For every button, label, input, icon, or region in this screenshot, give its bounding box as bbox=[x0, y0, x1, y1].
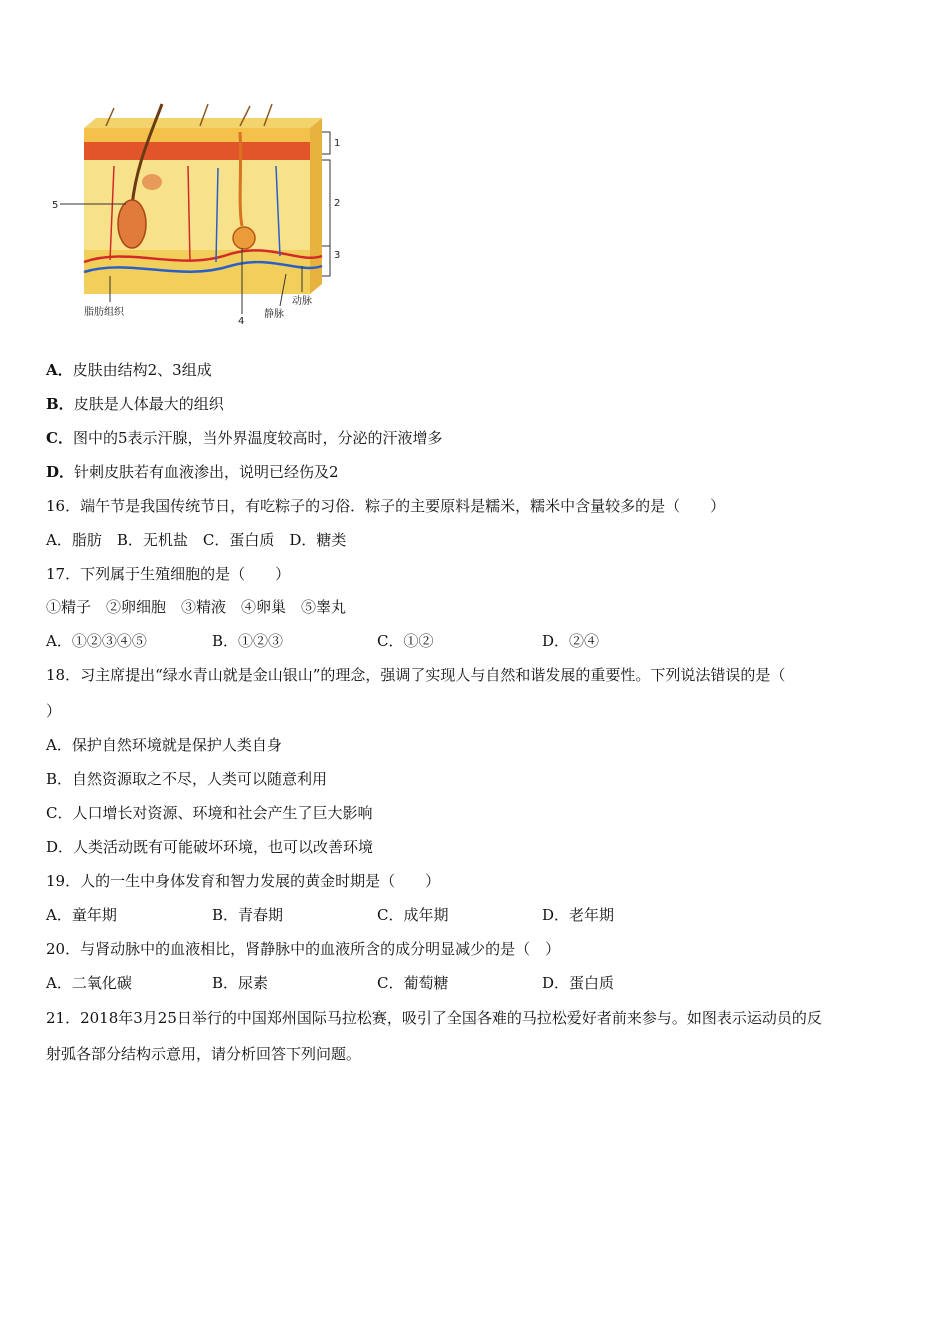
hair-follicle bbox=[118, 200, 146, 248]
q20-option-c: C．葡萄糖 bbox=[377, 974, 449, 992]
bracket-1 bbox=[322, 132, 330, 154]
q18-option-c: C．人口增长对资源、环境和社会产生了巨大影响 bbox=[46, 804, 373, 822]
bracket-3 bbox=[322, 246, 330, 276]
option-key: D． bbox=[46, 463, 75, 481]
label-4: 4 bbox=[238, 316, 245, 327]
q17-option-d: D．②④ bbox=[542, 632, 600, 650]
q19-options bbox=[46, 905, 906, 925]
q18-option-b: B．自然资源取之不尽，人类可以随意利用 bbox=[46, 770, 328, 788]
q18-stem-line2: ） bbox=[46, 702, 62, 720]
q18-stem-line1: 18．习主席提出“绿水青山就是金山银山”的理念，强调了实现人与自然和谐发展的重要性。下列说法错误的是（ bbox=[46, 666, 786, 684]
bracket-2 bbox=[322, 160, 330, 246]
q20-options bbox=[46, 973, 906, 993]
epidermis-basal-layer bbox=[84, 142, 310, 160]
q15-option-d bbox=[46, 462, 339, 482]
label-2: 2 bbox=[334, 198, 341, 209]
q20-option-a: A．二氧化碳 bbox=[46, 974, 132, 992]
sebaceous-gland bbox=[142, 174, 162, 190]
q20-stem: 20．与肾动脉中的血液相比，肾静脉中的血液所含的成分明显减少的是（ ） bbox=[46, 940, 561, 958]
q18-option-d: D．人类活动既有可能破坏环境，也可以改善环境 bbox=[46, 838, 374, 856]
q16-options: A．脂肪 B．无机盐 C．蛋白质 D．糖类 bbox=[46, 531, 347, 549]
label-artery: 动脉 bbox=[292, 296, 312, 307]
q15-option-b bbox=[46, 394, 224, 414]
q17-options bbox=[46, 631, 906, 651]
q17-stem: 17．下列属于生殖细胞的是（ ） bbox=[46, 565, 291, 583]
label-3: 3 bbox=[334, 250, 341, 261]
q17-option-a: A．①②③④⑤ bbox=[46, 632, 147, 650]
label-vein: 静脉 bbox=[264, 309, 284, 320]
q21-stem-line2: 射弧各部分结构示意用，请分析回答下列问题。 bbox=[46, 1045, 362, 1063]
option-key: B． bbox=[46, 395, 74, 413]
sweat-duct bbox=[240, 132, 242, 226]
label-5: 5 bbox=[52, 200, 59, 211]
q19-option-d: D．老年期 bbox=[542, 906, 615, 924]
option-key: C． bbox=[46, 429, 73, 447]
q21-stem-line1: 21．2018年3月25日举行的中国郑州国际马拉松赛，吸引了全国各难的马拉松爱好者前来参与。如图表示运动员的反 bbox=[46, 1009, 822, 1027]
q17-items: ①精子 ②卵细胞 ③精液 ④卵巢 ⑤睾丸 bbox=[46, 598, 347, 616]
option-text: 皮肤是人体最大的组织 bbox=[73, 395, 224, 413]
option-text: 皮肤由结构2、3组成 bbox=[72, 361, 212, 379]
q20-option-d: D．蛋白质 bbox=[542, 974, 615, 992]
skin-diagram bbox=[40, 96, 360, 328]
skin-structure-figure bbox=[40, 96, 360, 328]
label-1: 1 bbox=[334, 138, 341, 149]
option-text: 针刺皮肤若有血液渗出，说明已经伤及2 bbox=[74, 463, 339, 481]
option-key: A． bbox=[46, 361, 73, 379]
q18-option-a: A．保护自然环境就是保护人类自身 bbox=[46, 736, 282, 754]
label-fat-tissue: 脂肪组织 bbox=[84, 307, 124, 318]
option-text: 图中的5表示汗腺，当外界温度较高时，分泌的汗液增多 bbox=[72, 429, 443, 447]
q15-option-a bbox=[46, 360, 212, 380]
q19-stem: 19．人的一生中身体发育和智力发展的黄金时期是（ ） bbox=[46, 872, 441, 890]
q17-option-c: C．①② bbox=[377, 632, 434, 650]
sweat-gland bbox=[233, 227, 255, 249]
q16-stem: 16．端午节是我国传统节日，有吃粽子的习俗．粽子的主要原料是糯米，糯米中含量较多的是（ ） bbox=[46, 497, 726, 515]
q20-option-b: B．尿素 bbox=[212, 974, 269, 992]
q15-option-c bbox=[46, 428, 443, 448]
q17-option-b: B．①②③ bbox=[212, 632, 284, 650]
q19-option-c: C．成年期 bbox=[377, 906, 449, 924]
q19-option-b: B．青春期 bbox=[212, 906, 284, 924]
q19-option-a: A．童年期 bbox=[46, 906, 117, 924]
